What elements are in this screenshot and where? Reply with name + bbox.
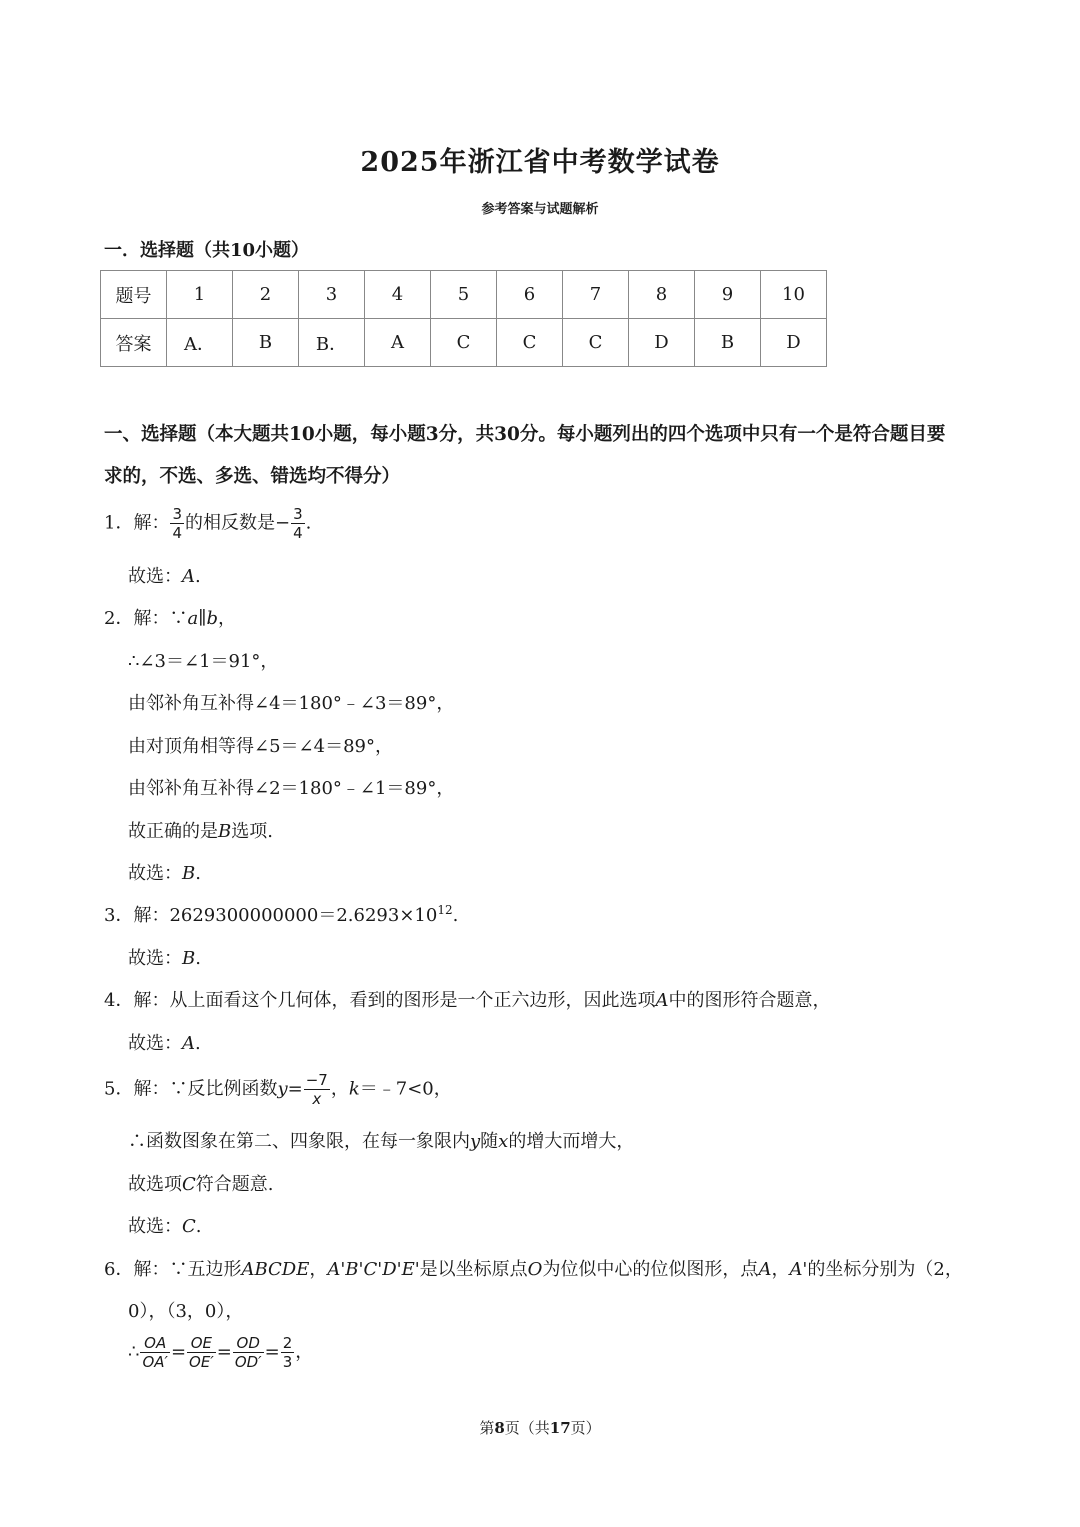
q3-end: . bbox=[452, 905, 459, 926]
choice-end: . bbox=[195, 948, 201, 969]
table-cell: A bbox=[365, 319, 431, 367]
q5-y: y bbox=[277, 1078, 288, 1100]
choice-end: . bbox=[195, 1216, 202, 1237]
table-cell: C bbox=[431, 319, 497, 367]
q2-step: 由对顶角相等得∠5＝∠4＝89°， bbox=[128, 736, 393, 757]
table-cell: 9 bbox=[695, 271, 761, 319]
footer-page-number: 8 bbox=[494, 1419, 505, 1437]
fraction-numerator: 3 bbox=[172, 505, 182, 523]
footer-pre: 第 bbox=[479, 1419, 495, 1437]
q2-prefix: 2．解：∵ bbox=[104, 608, 188, 629]
q6-point-a: A bbox=[758, 1259, 772, 1280]
q6-sep2: ， bbox=[771, 1259, 790, 1280]
fraction bbox=[187, 1334, 216, 1371]
choice-end: . bbox=[195, 566, 201, 587]
q6-prefix: 6．解：∵五边形 bbox=[104, 1259, 242, 1280]
solution-q6 bbox=[104, 1255, 963, 1281]
fraction-denominator: 3 bbox=[282, 1353, 293, 1371]
fraction bbox=[140, 1334, 169, 1371]
q4-text-post: 中的图形符合题意， bbox=[668, 990, 831, 1011]
choice-label: 故选： bbox=[128, 1033, 182, 1054]
q5-line2-y: y bbox=[470, 1131, 481, 1152]
fraction bbox=[170, 505, 184, 542]
q6-mid2: 为位似中心的位似图形，点 bbox=[542, 1259, 759, 1280]
solution-q3 bbox=[104, 901, 458, 927]
q6-poly2: A'B'C'D'E' bbox=[327, 1259, 420, 1280]
table-cell: 7 bbox=[563, 271, 629, 319]
choice-label: 故选： bbox=[128, 1216, 182, 1237]
choice-label: 故选： bbox=[128, 566, 182, 587]
therefore-symbol: ∴ bbox=[128, 1341, 140, 1363]
fraction-numerator: OA bbox=[140, 1334, 169, 1353]
q2-correct-post: 选项. bbox=[231, 821, 273, 842]
footer-total-pages: 17 bbox=[549, 1419, 571, 1437]
table-header-cell: 答案 bbox=[101, 319, 167, 367]
table-cell: B bbox=[233, 319, 299, 367]
answer-table bbox=[100, 270, 827, 367]
table-row-answers bbox=[101, 319, 827, 367]
choice-value: B bbox=[182, 948, 196, 969]
fraction bbox=[281, 1334, 295, 1371]
choice-label: 故选： bbox=[128, 948, 182, 969]
q6-end: ， bbox=[295, 1341, 314, 1363]
q2-correct-pre: 故正确的是 bbox=[128, 821, 218, 842]
equals: = bbox=[216, 1341, 232, 1363]
q1-choice bbox=[128, 562, 201, 588]
equals: = bbox=[170, 1341, 187, 1363]
q5-k-rest: ＝﹣7<0， bbox=[359, 1078, 452, 1100]
q5-line3-var: C bbox=[182, 1174, 196, 1195]
q5-step bbox=[128, 1127, 634, 1153]
q3-prefix: 3．解： bbox=[104, 905, 170, 926]
q2-conclusion bbox=[128, 817, 273, 843]
table-cell: 10 bbox=[761, 271, 827, 319]
q2-condition: a∥b bbox=[187, 608, 219, 629]
table-header-cell: 题号 bbox=[101, 271, 167, 319]
q5-line2-mid: 随 bbox=[480, 1131, 499, 1152]
q6-poly1: ABCDE bbox=[241, 1259, 310, 1280]
page-title: 2025年浙江省中考数学试卷 bbox=[360, 147, 720, 178]
table-cell: B． bbox=[299, 319, 365, 367]
fraction-denominator: OE′ bbox=[189, 1353, 214, 1371]
fraction-numerator: OE bbox=[187, 1334, 216, 1353]
table-cell: A． bbox=[167, 319, 233, 367]
choice-label: 故选： bbox=[128, 863, 182, 884]
q6-line2: 0），（3，0）， bbox=[128, 1301, 244, 1322]
q5-choice bbox=[128, 1212, 202, 1238]
page-footer bbox=[0, 1417, 1080, 1438]
equals: = bbox=[264, 1341, 280, 1363]
fraction bbox=[304, 1071, 330, 1108]
section-heading: 一．选择题（共10小题） bbox=[104, 240, 310, 261]
q6-origin: O bbox=[527, 1259, 543, 1280]
q5-eq: = bbox=[287, 1078, 303, 1100]
q5-line3-post: 符合题意. bbox=[195, 1174, 274, 1195]
q5-line2-x: x bbox=[498, 1131, 509, 1152]
table-cell: C bbox=[563, 319, 629, 367]
table-cell: 2 bbox=[233, 271, 299, 319]
footer-mid: 页（共 bbox=[504, 1419, 550, 1437]
fraction-denominator: 4 bbox=[293, 524, 303, 542]
table-row-numbers bbox=[101, 271, 827, 319]
fraction bbox=[291, 505, 305, 542]
table-cell: C bbox=[497, 319, 563, 367]
table-cell: 3 bbox=[299, 271, 365, 319]
q6-point-a2: A' bbox=[789, 1259, 808, 1280]
q3-expression: 2629300000000＝2.6293×10 bbox=[169, 905, 438, 926]
q3-exponent: 12 bbox=[437, 903, 453, 917]
q5-sep: ， bbox=[330, 1078, 349, 1100]
fraction-numerator: 3 bbox=[293, 505, 303, 523]
q4-text-pre: 4．解：从上面看这个几何体，看到的图形是一个正六边形，因此选项 bbox=[104, 990, 656, 1011]
choice-value: B bbox=[182, 863, 196, 884]
q5-conclusion bbox=[128, 1170, 274, 1196]
fraction-denominator: OD′ bbox=[234, 1353, 262, 1371]
q3-choice bbox=[128, 944, 201, 970]
solution-q5 bbox=[104, 1071, 452, 1108]
table-cell: 6 bbox=[497, 271, 563, 319]
table-cell: 8 bbox=[629, 271, 695, 319]
choice-end: . bbox=[195, 863, 201, 884]
table-cell: D bbox=[761, 319, 827, 367]
q6-tail: 的坐标分别为（2， bbox=[807, 1259, 963, 1280]
q4-choice bbox=[128, 1029, 201, 1055]
section-intro-line: 求的，不选、多选、错选均不得分） bbox=[104, 466, 401, 487]
fraction-denominator: OA′ bbox=[142, 1353, 168, 1371]
q6-ratio bbox=[128, 1334, 313, 1371]
q5-line3-pre: 故选项 bbox=[128, 1174, 182, 1195]
q1-text: 的相反数是− bbox=[185, 512, 291, 534]
q1-prefix: 1．解： bbox=[104, 512, 170, 534]
choice-value: A bbox=[182, 1033, 195, 1054]
q2-cond-end: ， bbox=[218, 608, 237, 629]
solution-q1 bbox=[104, 505, 311, 542]
section-intro-line: 一、选择题（本大题共10小题，每小题3分，共30分。每小题列出的四个选项中只有一个是符合题目要 bbox=[104, 424, 946, 445]
solution-q4 bbox=[104, 986, 830, 1012]
table-cell: 5 bbox=[431, 271, 497, 319]
q5-prefix: 5．解：∵反比例函数 bbox=[104, 1078, 278, 1100]
table-cell: 1 bbox=[167, 271, 233, 319]
table-cell: B bbox=[695, 319, 761, 367]
fraction-numerator: −7 bbox=[305, 1071, 328, 1089]
q6-sep: ， bbox=[309, 1259, 328, 1280]
fraction bbox=[233, 1334, 264, 1371]
q2-choice bbox=[128, 859, 201, 885]
q4-var: A bbox=[655, 990, 669, 1011]
fraction-denominator: x bbox=[312, 1090, 322, 1108]
q1-end: . bbox=[305, 512, 312, 534]
q5-line2-pre: ∴函数图象在第二、四象限，在每一象限内 bbox=[128, 1131, 470, 1152]
table-cell: 4 bbox=[365, 271, 431, 319]
q2-step: 由邻补角互补得∠4＝180°﹣∠3＝89°， bbox=[128, 693, 455, 714]
choice-end: . bbox=[195, 1033, 201, 1054]
q6-mid1: 是以坐标原点 bbox=[419, 1259, 528, 1280]
fraction-numerator: OD bbox=[233, 1334, 264, 1353]
q2-step: ∴∠3＝∠1＝91°， bbox=[128, 651, 279, 672]
choice-value: A bbox=[182, 566, 195, 587]
q2-step: 由邻补角互补得∠2＝180°﹣∠1＝89°， bbox=[128, 778, 455, 799]
page-subtitle: 参考答案与试题解析 bbox=[481, 202, 599, 217]
table-cell: D bbox=[629, 319, 695, 367]
solution-q2 bbox=[104, 604, 236, 630]
footer-post: 页） bbox=[570, 1419, 601, 1437]
fraction-numerator: 2 bbox=[282, 1334, 293, 1352]
q5-k: k bbox=[348, 1078, 360, 1100]
fraction-denominator: 4 bbox=[172, 524, 182, 542]
choice-value: C bbox=[182, 1216, 196, 1237]
q2-correct-var: B bbox=[218, 821, 232, 842]
q5-line2-post: 的增大而增大， bbox=[508, 1131, 635, 1152]
